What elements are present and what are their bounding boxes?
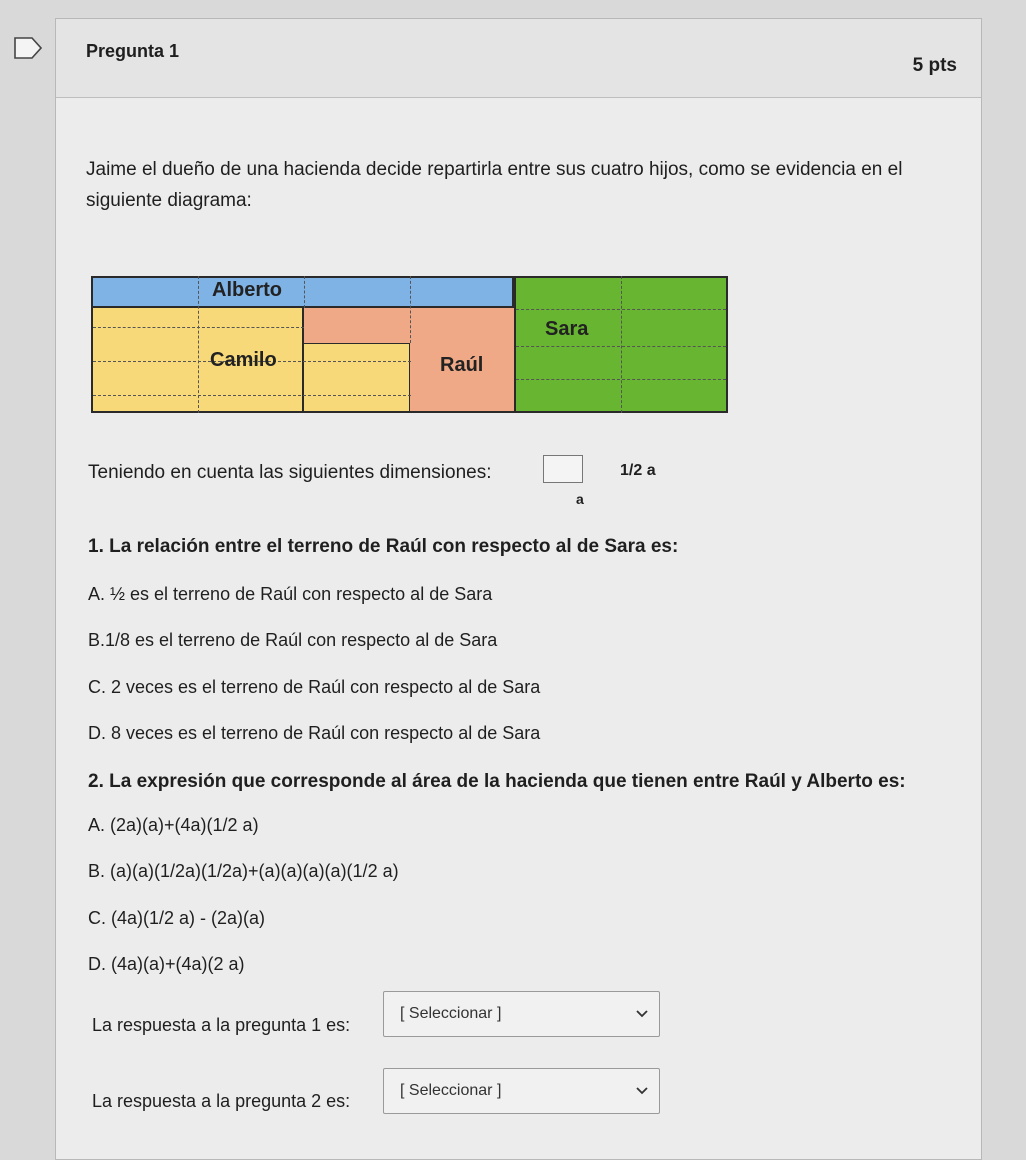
flag-question-icon[interactable] [14, 37, 42, 59]
unit-square [543, 455, 583, 483]
answer-2-label: La respuesta a la pregunta 2 es: [92, 1091, 351, 1111]
q2-option-d: D. (4a)(a)+(4a)(2 a) [88, 954, 245, 974]
dimensions-text: Teniendo en cuenta las siguientes dimensiones: [88, 462, 492, 483]
question-intro: Jaime el dueño de una hacienda decide repartirla entre sus cuatro hijos, como se evidencia en el siguiente diagrama: [86, 159, 903, 211]
chevron-down-icon [635, 1083, 649, 1097]
unit-height-label: 1/2 a [620, 462, 656, 479]
camilo-label: Camilo [210, 349, 277, 371]
q2-option-c: C. (4a)(1/2 a) - (2a)(a) [88, 908, 266, 928]
hacienda-diagram [91, 276, 728, 413]
q2-option-b: B. (a)(a)(1/2a)(1/2a)+(a)(a)(a)(a)(1/2 a) [88, 861, 399, 881]
question-panel [55, 18, 982, 1160]
alberto-label: Alberto [212, 279, 282, 301]
question-header [56, 19, 981, 98]
answer-2-select[interactable] [383, 1068, 660, 1114]
chevron-down-icon [635, 1006, 649, 1020]
unit-width-label: a [576, 491, 584, 507]
q1-option-b: B.1/8 es el terreno de Raúl con respecto al de Sara [88, 630, 498, 650]
q2-option-a: A. (2a)(a)+(4a)(1/2 a) [88, 815, 259, 835]
answer-2-selected-value: [ Seleccionar ] [400, 1082, 502, 1099]
q1-option-a: A. ½ es el terreno de Raúl con respecto al de Sara [88, 584, 493, 604]
alberto-region [91, 276, 514, 308]
question-points: 5 pts [912, 55, 957, 76]
answer-1-label: La respuesta a la pregunta 1 es: [92, 1015, 351, 1035]
sara-label: Sara [545, 318, 589, 340]
question-1-text: 1. La relación entre el terreno de Raúl con respecto al de Sara es: [88, 536, 679, 557]
answer-1-selected-value: [ Seleccionar ] [400, 1005, 502, 1022]
question-title: Pregunta 1 [86, 41, 180, 61]
camilo-extension [304, 343, 410, 413]
question-2-text: 2. La expresión que corresponde al área de la hacienda que tienen entre Raúl y Alberto es: [88, 771, 906, 792]
answer-1-select[interactable] [383, 991, 660, 1037]
q1-option-c: C. 2 veces es el terreno de Raúl con respecto al de Sara [88, 677, 541, 697]
raul-label: Raúl [440, 354, 484, 376]
q1-option-d: D. 8 veces es el terreno de Raúl con respecto al de Sara [88, 723, 541, 743]
